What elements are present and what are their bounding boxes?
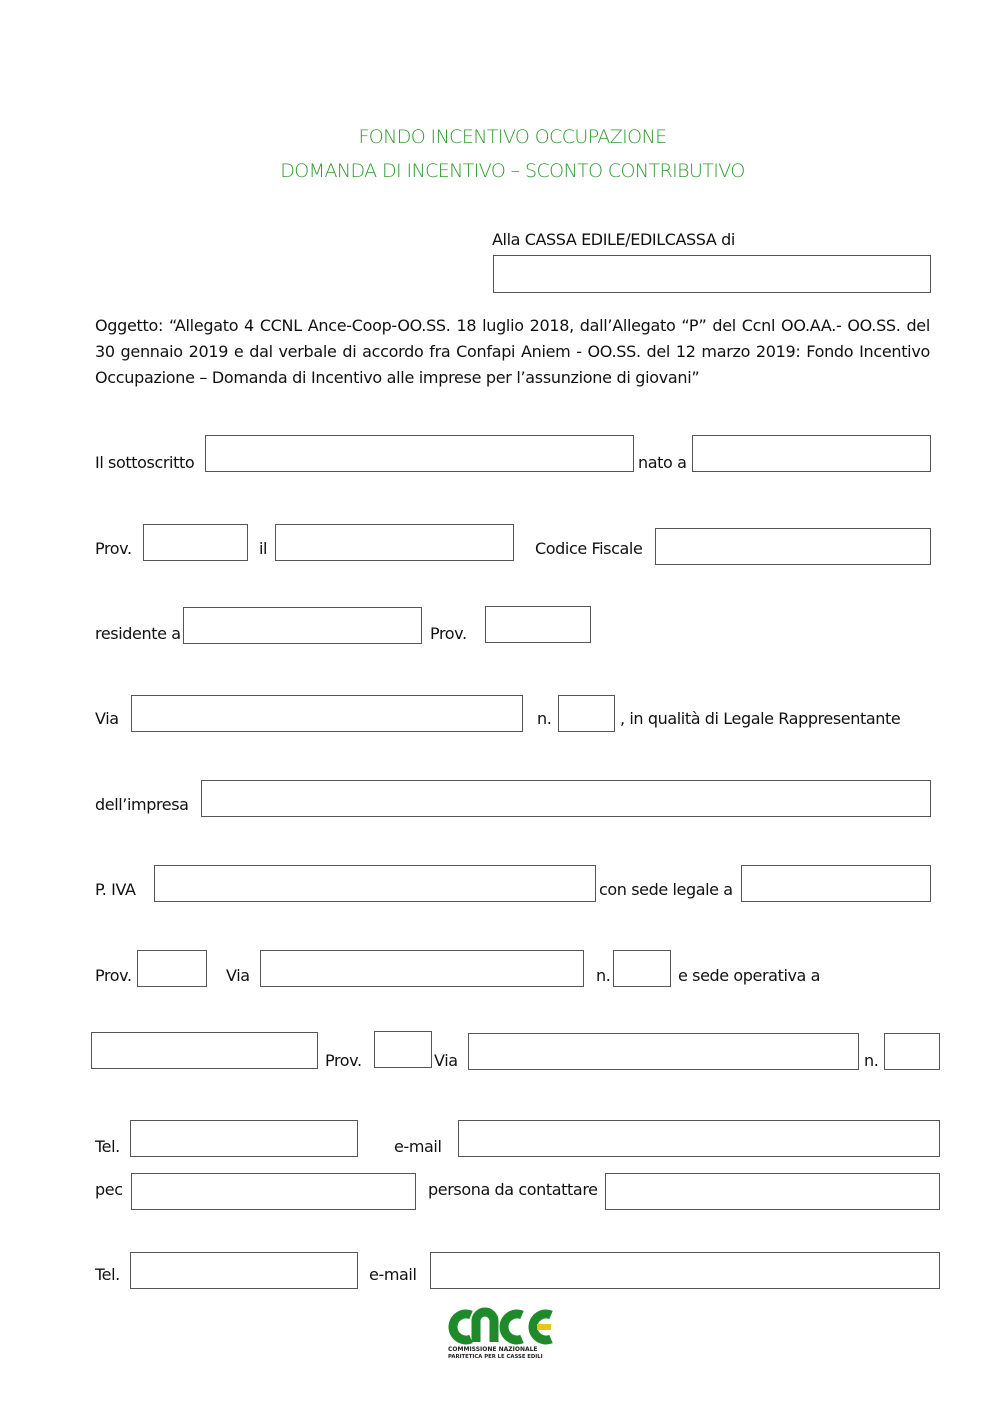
tel-contatto-field[interactable]: [130, 1252, 358, 1289]
tel-impresa-field[interactable]: [130, 1120, 358, 1157]
persona-contatto-field[interactable]: [605, 1173, 940, 1210]
data-nascita-field[interactable]: [275, 524, 514, 561]
via-sede-legale-label: Via: [226, 966, 250, 985]
prov-residenza-label: Prov.: [430, 624, 467, 643]
email-contatto-label: e-mail: [369, 1265, 417, 1284]
prov-sede-operativa-label: Prov.: [325, 1051, 362, 1070]
tel-contatto-label: Tel.: [95, 1265, 120, 1284]
subject-paragraph: Oggetto: “Allegato 4 CCNL Ance-Coop-OO.SS. 18 luglio 2018, dall’Allegato “P” del Ccnl OO.AA.- OO.SS. del 30 gennaio 2019 e dal verbale di accordo fra Confapi Aniem - OO.SS. del 12 marzo 2019: Fondo Incentivo Occupazione – Domanda di Incentivo alle imprese per l’assunzione di giovani”: [95, 316, 930, 387]
prov-residenza-field[interactable]: [485, 606, 591, 643]
pec-label: pec: [95, 1180, 123, 1199]
prov-sede-operativa-field[interactable]: [374, 1031, 432, 1068]
codice-fiscale-label: Codice Fiscale: [535, 539, 643, 558]
data-nascita-label: il: [259, 539, 268, 558]
prov-sede-legale-label: Prov.: [95, 966, 132, 985]
residente-a-label: residente a: [95, 624, 181, 643]
persona-contatto-label: persona da contattare: [428, 1180, 598, 1199]
prov-nascita-label: Prov.: [95, 539, 132, 558]
prov-nascita-field[interactable]: [143, 524, 248, 561]
n-residenza-field[interactable]: [558, 695, 615, 732]
logo-line1: COMMISSIONE NAZIONALE: [448, 1346, 538, 1353]
nato-a-label: nato a: [638, 453, 687, 472]
via-sede-legale-field[interactable]: [260, 950, 584, 987]
n-sede-legale-field[interactable]: [613, 950, 671, 987]
impresa-field[interactable]: [201, 780, 931, 817]
piva-field[interactable]: [154, 865, 596, 902]
piva-label: P. IVA: [95, 880, 136, 899]
via-residenza-label: Via: [95, 709, 119, 728]
logo-line2: PARITETICA PER LE CASSE EDILI: [448, 1354, 543, 1360]
qualita-label: , in qualità di Legale Rappresentante: [620, 709, 901, 728]
nato-a-field[interactable]: [692, 435, 931, 472]
n-residenza-label: n.: [537, 709, 552, 728]
via-residenza-field[interactable]: [131, 695, 523, 732]
sottoscritto-label: Il sottoscritto: [95, 453, 195, 472]
prov-sede-legale-field[interactable]: [137, 950, 207, 987]
residente-a-field[interactable]: [183, 607, 422, 644]
via-sede-operativa-label: Via: [434, 1051, 458, 1070]
n-sede-operativa-field[interactable]: [884, 1033, 940, 1070]
impresa-label: dell’impresa: [95, 795, 189, 814]
recipient-label: Alla CASSA EDILE/EDILCASSA di: [492, 230, 735, 249]
email-impresa-field[interactable]: [458, 1120, 940, 1157]
sede-legale-label: con sede legale a: [599, 880, 733, 899]
form-subtitle: DOMANDA DI INCENTIVO – SCONTO CONTRIBUTIVO: [280, 160, 745, 182]
sottoscritto-field[interactable]: [205, 435, 634, 472]
sede-operativa-field[interactable]: [91, 1032, 318, 1069]
n-sede-legale-label: n.: [596, 966, 611, 985]
cnce-logo: [444, 1305, 556, 1360]
form-title: FONDO INCENTIVO OCCUPAZIONE: [358, 126, 667, 148]
email-impresa-label: e-mail: [394, 1137, 442, 1156]
n-sede-operativa-label: n.: [864, 1051, 879, 1070]
pec-field[interactable]: [131, 1173, 416, 1210]
email-contatto-field[interactable]: [430, 1252, 940, 1289]
sede-operativa-label: e sede operativa a: [678, 966, 821, 985]
recipient-field[interactable]: [493, 255, 931, 293]
tel-impresa-label: Tel.: [95, 1137, 120, 1156]
sede-legale-field[interactable]: [741, 865, 931, 902]
via-sede-operativa-field[interactable]: [468, 1033, 859, 1070]
codice-fiscale-field[interactable]: [655, 528, 931, 565]
